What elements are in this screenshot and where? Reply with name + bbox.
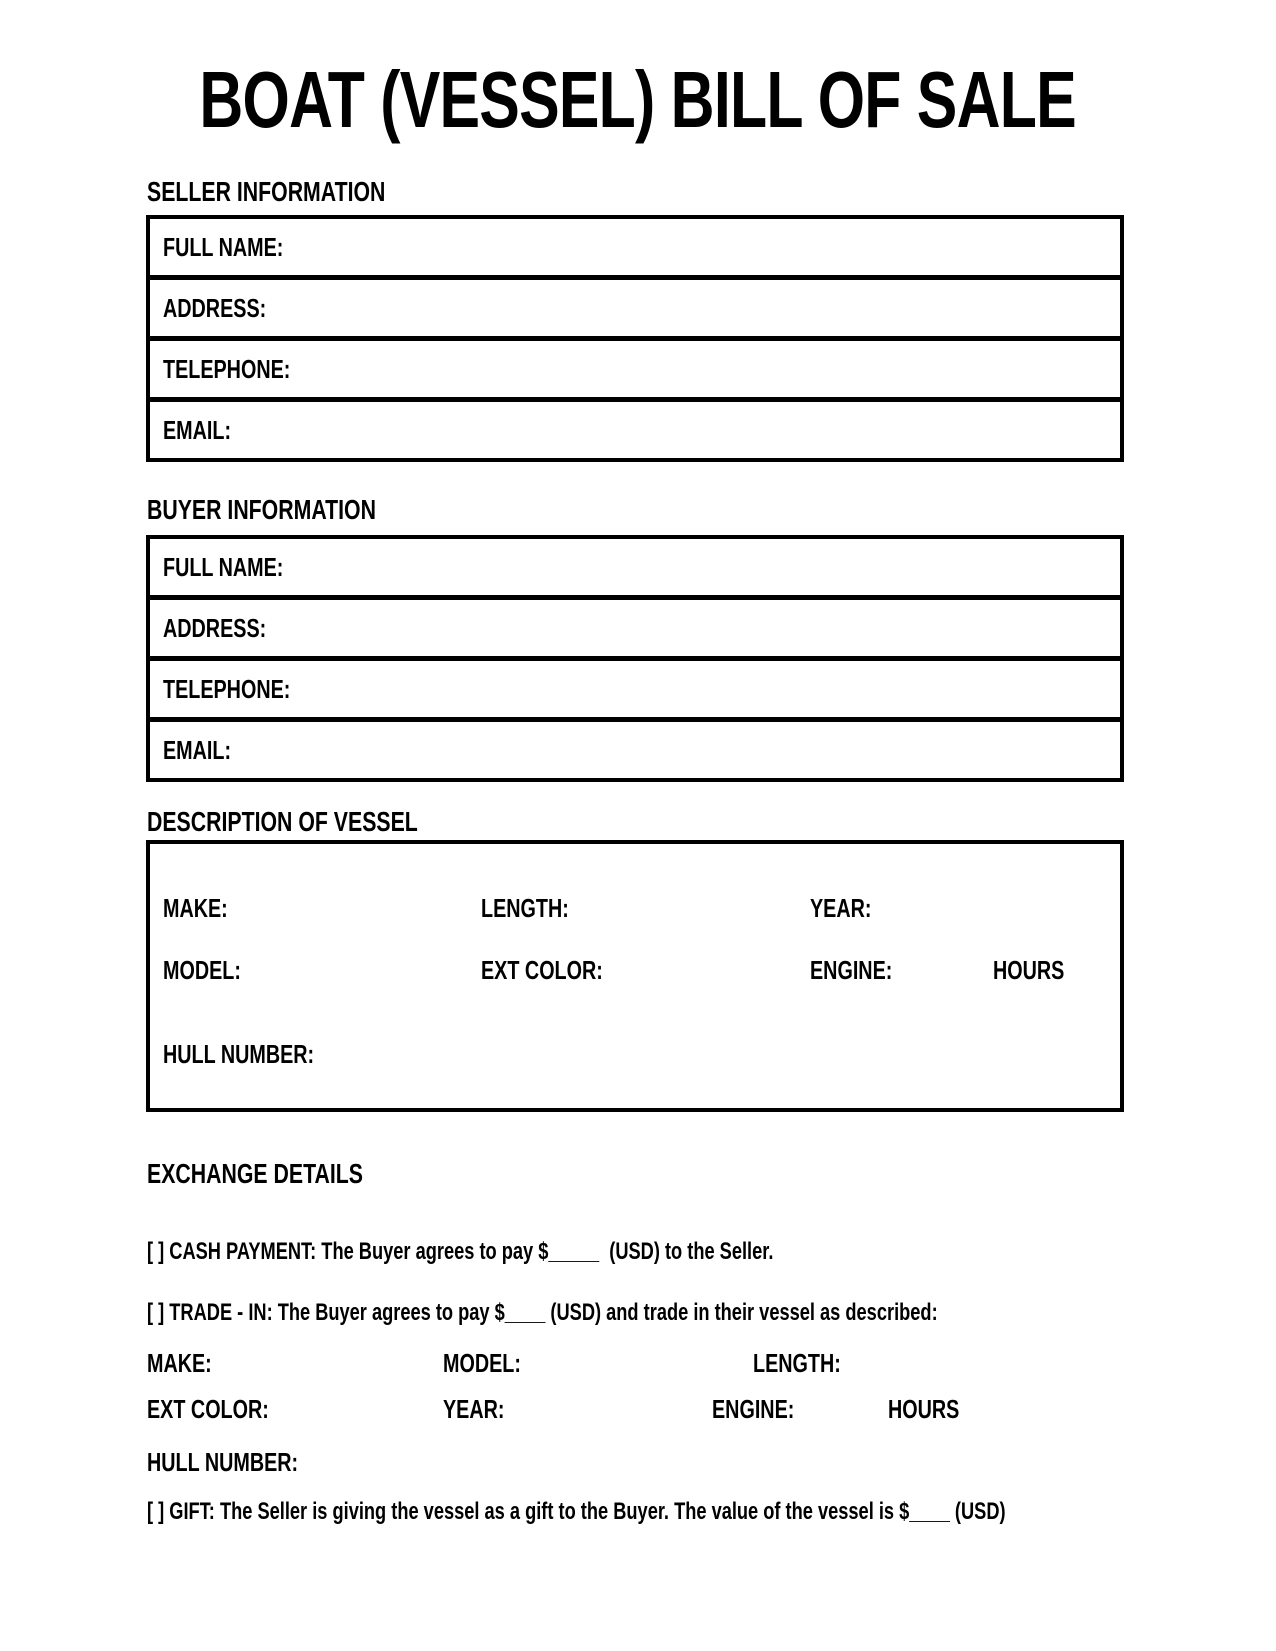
vessel-engine-label: ENGINE: <box>810 955 893 985</box>
trade-engine-label: ENGINE: <box>712 1394 795 1424</box>
seller-row-telephone <box>150 336 1120 397</box>
vessel-ext-color-label: EXT COLOR: <box>481 955 603 985</box>
trade-make-label: MAKE: <box>147 1348 212 1378</box>
seller-row-email <box>150 397 1120 458</box>
buyer-section-heading <box>147 494 448 526</box>
vessel-length-label: LENGTH: <box>481 893 569 923</box>
trade-in-checkbox[interactable]: [ ] <box>147 1299 165 1326</box>
seller-row-address <box>150 275 1120 336</box>
seller-full-name-input[interactable] <box>321 219 1120 275</box>
vessel-model-label: MODEL: <box>163 955 241 985</box>
buyer-email-input[interactable] <box>253 722 1120 778</box>
buyer-telephone-label: TELEPHONE: <box>163 674 291 704</box>
vessel-hull-number-label: HULL NUMBER: <box>163 1039 315 1069</box>
seller-full-name-label: FULL NAME: <box>163 232 284 262</box>
vessel-section-heading <box>147 806 503 838</box>
exchange-section-heading <box>147 1158 431 1190</box>
seller-telephone-input[interactable] <box>331 341 1120 397</box>
gift-option <box>147 1497 1276 1527</box>
cash-payment-checkbox[interactable]: [ ] <box>147 1238 165 1265</box>
buyer-email-label: EMAIL: <box>163 735 232 765</box>
vessel-section-heading-text: DESCRIPTION OF VESSEL <box>147 806 418 837</box>
buyer-row-telephone <box>150 656 1120 717</box>
seller-address-label: ADDRESS: <box>163 293 267 323</box>
exchange-section-heading-text: EXCHANGE DETAILS <box>147 1158 363 1189</box>
buyer-info-table <box>146 535 1124 782</box>
trade-in-text: TRADE - IN: The Buyer agrees to pay $____ (USD) and trade in their vessel as described: <box>169 1299 938 1326</box>
cash-payment-text: CASH PAYMENT: The Buyer agrees to pay $_____ (USD) to the Seller. <box>169 1238 774 1265</box>
vessel-make-label: MAKE: <box>163 893 228 923</box>
title-row <box>0 55 1276 144</box>
cash-payment-option <box>147 1237 971 1267</box>
buyer-address-label: ADDRESS: <box>163 613 267 643</box>
trade-year-label: YEAR: <box>443 1394 505 1424</box>
seller-address-input[interactable] <box>299 280 1120 336</box>
gift-checkbox[interactable]: [ ] <box>147 1498 165 1525</box>
buyer-section-heading-text: BUYER INFORMATION <box>147 494 376 525</box>
vessel-description-box[interactable] <box>146 840 1124 1112</box>
trade-hours-label: HOURS <box>888 1394 960 1424</box>
trade-hull-number-label: HULL NUMBER: <box>147 1447 299 1477</box>
seller-email-label: EMAIL: <box>163 415 232 445</box>
vessel-year-label: YEAR: <box>810 893 872 923</box>
seller-info-table <box>146 215 1124 462</box>
seller-email-input[interactable] <box>253 402 1120 458</box>
buyer-full-name-label: FULL NAME: <box>163 552 284 582</box>
buyer-row-address <box>150 595 1120 656</box>
page-title: BOAT (VESSEL) BILL OF SALE <box>199 55 1077 144</box>
buyer-address-input[interactable] <box>299 600 1120 656</box>
buyer-telephone-input[interactable] <box>331 661 1120 717</box>
buyer-row-email <box>150 717 1120 778</box>
buyer-full-name-input[interactable] <box>321 539 1120 595</box>
seller-telephone-label: TELEPHONE: <box>163 354 291 384</box>
trade-in-row-2 <box>147 1394 1197 1424</box>
trade-in-row-1 <box>147 1348 1197 1378</box>
seller-section-heading-text: SELLER INFORMATION <box>147 176 386 207</box>
gift-text: GIFT: The Seller is giving the vessel as a gift to the Buyer. The value of the vessel is $____ (USD) <box>169 1498 1006 1525</box>
trade-in-option <box>147 1298 1187 1328</box>
seller-section-heading <box>147 176 461 208</box>
seller-row-full-name <box>150 219 1120 275</box>
trade-length-label: LENGTH: <box>753 1348 841 1378</box>
buyer-row-full-name <box>150 539 1120 595</box>
trade-model-label: MODEL: <box>443 1348 521 1378</box>
trade-ext-color-label: EXT COLOR: <box>147 1394 269 1424</box>
vessel-hours-label: HOURS <box>993 955 1065 985</box>
